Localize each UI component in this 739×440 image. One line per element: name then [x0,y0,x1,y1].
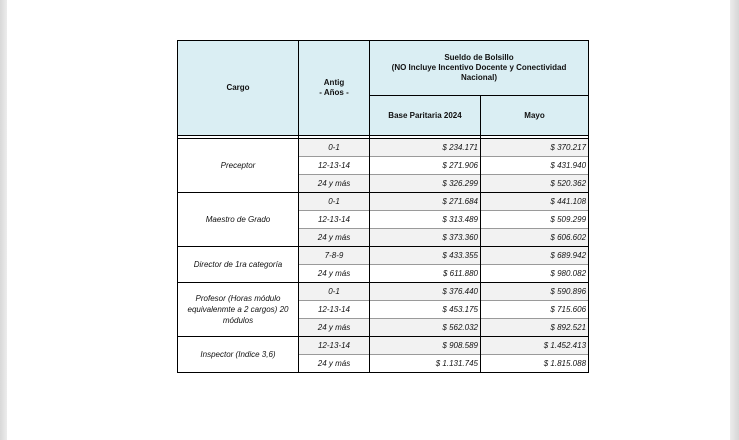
antig-cell: 0-1 [299,193,370,211]
base-cell: $ 562.032 [370,319,481,337]
header-group-line1: Sueldo de Bolsillo [444,53,514,62]
base-cell: $ 373.360 [370,229,481,247]
table-row [178,193,589,211]
antig-cell: 24 y más [299,175,370,193]
mayo-cell: $ 1.452.413 [481,337,589,355]
cargo-cell: Director de 1ra categoría [178,247,299,283]
header-sueldo-group [370,41,589,96]
base-cell: $ 376.440 [370,283,481,301]
mayo-cell: $ 892.521 [481,319,589,337]
antig-cell: 24 y más [299,355,370,373]
header-antig-line2: - Años - [319,88,349,97]
header-antig-line1: Antig [323,78,345,87]
antig-cell: 12-13-14 [299,157,370,175]
mayo-cell: $ 715.606 [481,301,589,319]
header-base-paritaria: Base Paritaria 2024 [370,96,481,136]
antig-cell: 7-8-9 [299,247,370,265]
mayo-cell: $ 441.108 [481,193,589,211]
table-row [178,247,589,265]
header-group-line2: (NO Incluye Incentivo Docente y Conectividad [391,63,567,72]
mayo-cell: $ 606.602 [481,229,589,247]
base-cell: $ 433.355 [370,247,481,265]
cargo-cell: Preceptor [178,139,299,193]
page-shadow-right [730,0,739,440]
base-cell: $ 908.589 [370,337,481,355]
base-cell: $ 1.131.745 [370,355,481,373]
antig-cell: 0-1 [299,283,370,301]
header-antig [299,41,370,136]
cargo-cell: Profesor (Horas módulo equivalenmte a 2 cargos) 20 módulos [178,283,299,337]
base-cell: $ 271.684 [370,193,481,211]
mayo-cell: $ 431.940 [481,157,589,175]
header-mayo: Mayo [481,96,589,136]
base-cell: $ 234.171 [370,139,481,157]
header-cargo: Cargo [178,41,299,136]
base-cell: $ 313.489 [370,211,481,229]
antig-cell: 12-13-14 [299,337,370,355]
cargo-cell: Inspector (Indice 3,6) [178,337,299,373]
mayo-cell: $ 509.299 [481,211,589,229]
base-cell: $ 611.880 [370,265,481,283]
cargo-cell: Maestro de Grado [178,193,299,247]
mayo-cell: $ 590.896 [481,283,589,301]
mayo-cell: $ 980.082 [481,265,589,283]
antig-cell: 24 y más [299,265,370,283]
base-cell: $ 326.299 [370,175,481,193]
header-group-line3: Nacional) [461,73,498,82]
mayo-cell: $ 689.942 [481,247,589,265]
antig-cell: 12-13-14 [299,301,370,319]
page-shadow-left [0,0,7,440]
base-cell: $ 453.175 [370,301,481,319]
mayo-cell: $ 520.362 [481,175,589,193]
antig-cell: 12-13-14 [299,211,370,229]
table-row [178,337,589,355]
antig-cell: 24 y más [299,229,370,247]
table-row [178,283,589,301]
antig-cell: 0-1 [299,139,370,157]
mayo-cell: $ 1.815.088 [481,355,589,373]
mayo-cell: $ 370.217 [481,139,589,157]
salary-table [177,40,589,373]
antig-cell: 24 y más [299,319,370,337]
table-row [178,139,589,157]
base-cell: $ 271.906 [370,157,481,175]
